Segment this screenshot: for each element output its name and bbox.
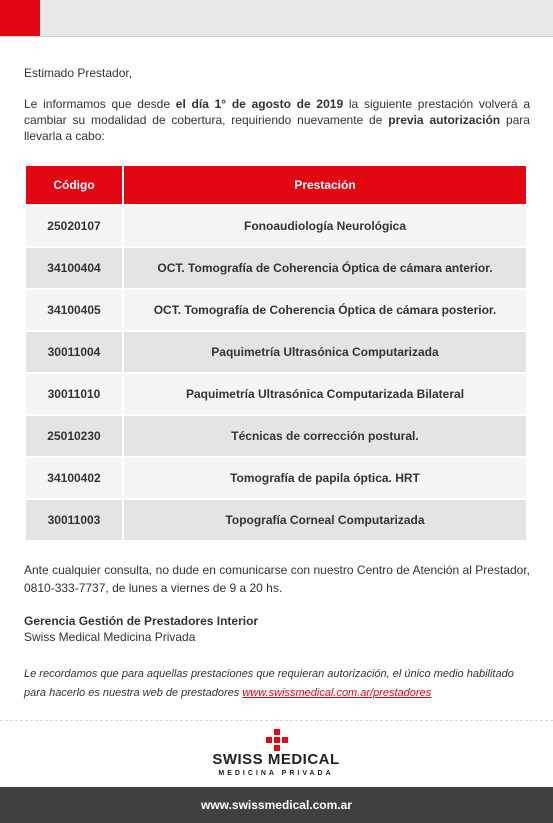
cell-service: Fonoaudiología Neurológica <box>124 206 526 246</box>
table-row <box>26 416 526 456</box>
logo-brand-text: SWISS MEDICAL <box>212 751 340 768</box>
column-header-code: Código <box>26 166 122 204</box>
cell-service: Paquimetría Ultrasónica Computarizada Bilateral <box>124 374 526 414</box>
contact-paragraph: Ante cualquier consulta, no dude en comunicarse con nuestro Centro de Atención al Prestador, 0810-333-7737, de lunes a viernes de 9 a 20 hs. <box>24 563 530 595</box>
table-row <box>26 332 526 372</box>
intro-paragraph <box>24 96 530 144</box>
signature-company: Swiss Medical Medicina Privada <box>24 630 196 644</box>
services-table <box>24 164 528 542</box>
intro-text-1: Le informamos que desde <box>24 97 176 111</box>
table-row <box>26 374 526 414</box>
providers-web-link[interactable]: www.swissmedical.com.ar/prestadores <box>242 687 432 699</box>
cell-code: 34100405 <box>26 290 122 330</box>
footer-divider <box>0 720 553 721</box>
cell-code: 25020107 <box>26 206 122 246</box>
table-row <box>26 248 526 288</box>
greeting: Estimado Prestador, <box>24 66 133 80</box>
cell-service: OCT. Tomografía de Coherencia Óptica de cámara posterior. <box>124 290 526 330</box>
cell-code: 34100404 <box>26 248 122 288</box>
intro-text-2: la siguiente prestación volverá a cambiar su modalidad de cobertura, requiriendo nuevamente de <box>24 97 530 127</box>
table-row <box>26 290 526 330</box>
banner-divider <box>0 36 553 37</box>
authorization-note <box>24 665 530 703</box>
logo-subtitle: MEDICINA PRIVADA <box>218 770 334 777</box>
swiss-medical-logo <box>205 729 347 781</box>
cell-service: Topografía Corneal Computarizada <box>124 500 526 540</box>
cell-code: 30011004 <box>26 332 122 372</box>
intro-emphasis: previa autorización <box>388 113 501 127</box>
table-row <box>26 500 526 540</box>
top-banner <box>0 0 553 36</box>
intro-text-3: para llevarla a cabo: <box>24 113 530 143</box>
cell-service: OCT. Tomografía de Coherencia Óptica de cámara anterior. <box>124 248 526 288</box>
red-cross-icon <box>266 729 288 751</box>
cell-code: 34100402 <box>26 458 122 498</box>
footer-bar <box>0 787 553 823</box>
table-row <box>26 458 526 498</box>
column-header-service: Prestación <box>124 166 526 204</box>
table-header-row <box>26 166 526 204</box>
cell-code: 30011010 <box>26 374 122 414</box>
signature-department: Gerencia Gestión de Prestadores Interior <box>24 614 259 628</box>
cell-service: Tomografía de papila óptica. HRT <box>124 458 526 498</box>
table-row <box>26 206 526 246</box>
cell-service: Paquimetría Ultrasónica Computarizada <box>124 332 526 372</box>
brand-color-block <box>0 0 40 36</box>
note-text: Le recordamos que para aquellas prestaciones que requieran autorización, el único medio habilitado para hacerlo es nuestra web de prestadores <box>24 668 514 699</box>
cell-service: Técnicas de corrección postural. <box>124 416 526 456</box>
footer-website-link[interactable]: www.swissmedical.com.ar <box>201 798 352 812</box>
intro-date: el día 1° de agosto de 2019 <box>175 97 344 111</box>
cell-code: 30011003 <box>26 500 122 540</box>
cell-code: 25010230 <box>26 416 122 456</box>
